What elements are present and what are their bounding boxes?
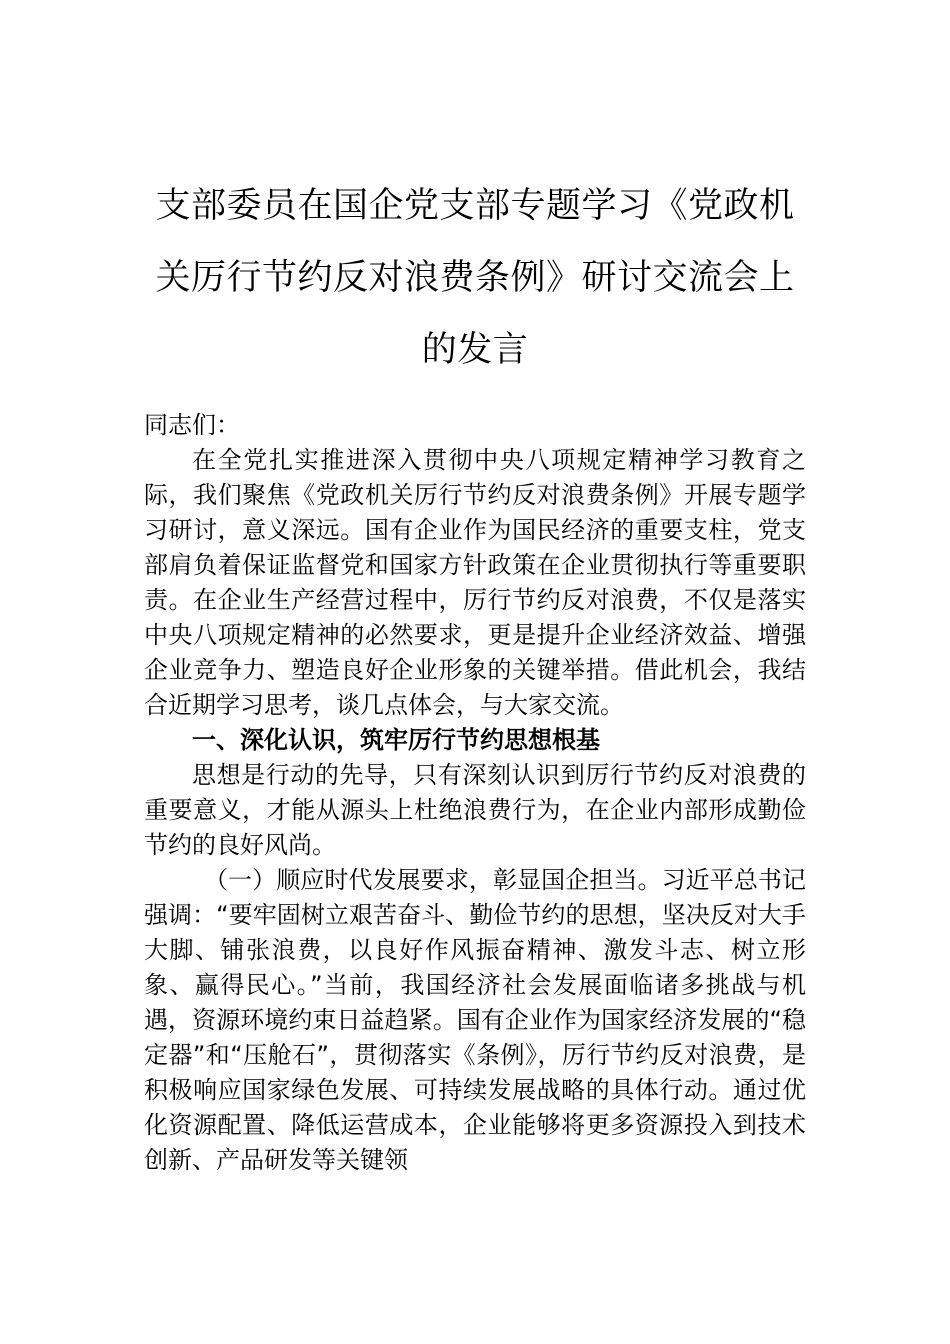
salutation: 同志们： bbox=[144, 411, 240, 439]
subsection-1-paragraph: （一）顺应时代发展要求，彰显国企担当。习近平总书记强调：“要牢固树立艰苦奋斗、勤俭节约的思想，坚决反对大手大脚、铺张浪费，以良好作风振奋精神、激发斗志、树立形象、赢得民心。”当前，我国经济社会发展面临诸多挑战与机遇，资源环境约束日益趋紧。国有企业作为国家经济发展的“稳定器”和“压舱石”，贯彻落实《条例》，厉行节约反对浪费，是积极响应国家绿色发展、可持续发展战略的具体行动。通过优化资源配置、降低运营成本，企业能够将更多资源投入到技术创新、产品研发等关键领 bbox=[144, 866, 806, 1174]
title-line-3: 的发言 bbox=[421, 330, 529, 370]
section-1-paragraph: 思想是行动的先导，只有深刻认识到厉行节约反对浪费的重要意义，才能从源头上杜绝浪费行为，在企业内部形成勤俭节约的良好风尚。 bbox=[144, 761, 806, 859]
section-heading-1: 一、深化认识，筑牢厉行节约思想根基 bbox=[192, 726, 600, 754]
title-line-1: 支部委员在国企党支部专题学习《党政机 bbox=[155, 186, 795, 226]
document-body bbox=[144, 408, 806, 1178]
document-title bbox=[134, 170, 816, 386]
page-content bbox=[144, 0, 806, 1344]
intro-paragraph: 在全党扎实推进深入贯彻中央八项规定精神学习教育之际，我们聚焦《党政机关厉行节约反对浪费条例》开展专题学习研讨，意义深远。国有企业作为国民经济的重要支柱，党支部肩负着保证监督党和国家方针政策在企业贯彻执行等重要职责。在企业生产经营过程中，厉行节约反对浪费，不仅是落实中央八项规定精神的必然要求，更是提升企业经济效益、增强企业竞争力、塑造良好企业形象的关键举措。借此机会，我结合近期学习思考，谈几点体会，与大家交流。 bbox=[144, 446, 806, 719]
title-line-2: 关厉行节约反对浪费条例》研讨交流会上 bbox=[155, 258, 795, 298]
